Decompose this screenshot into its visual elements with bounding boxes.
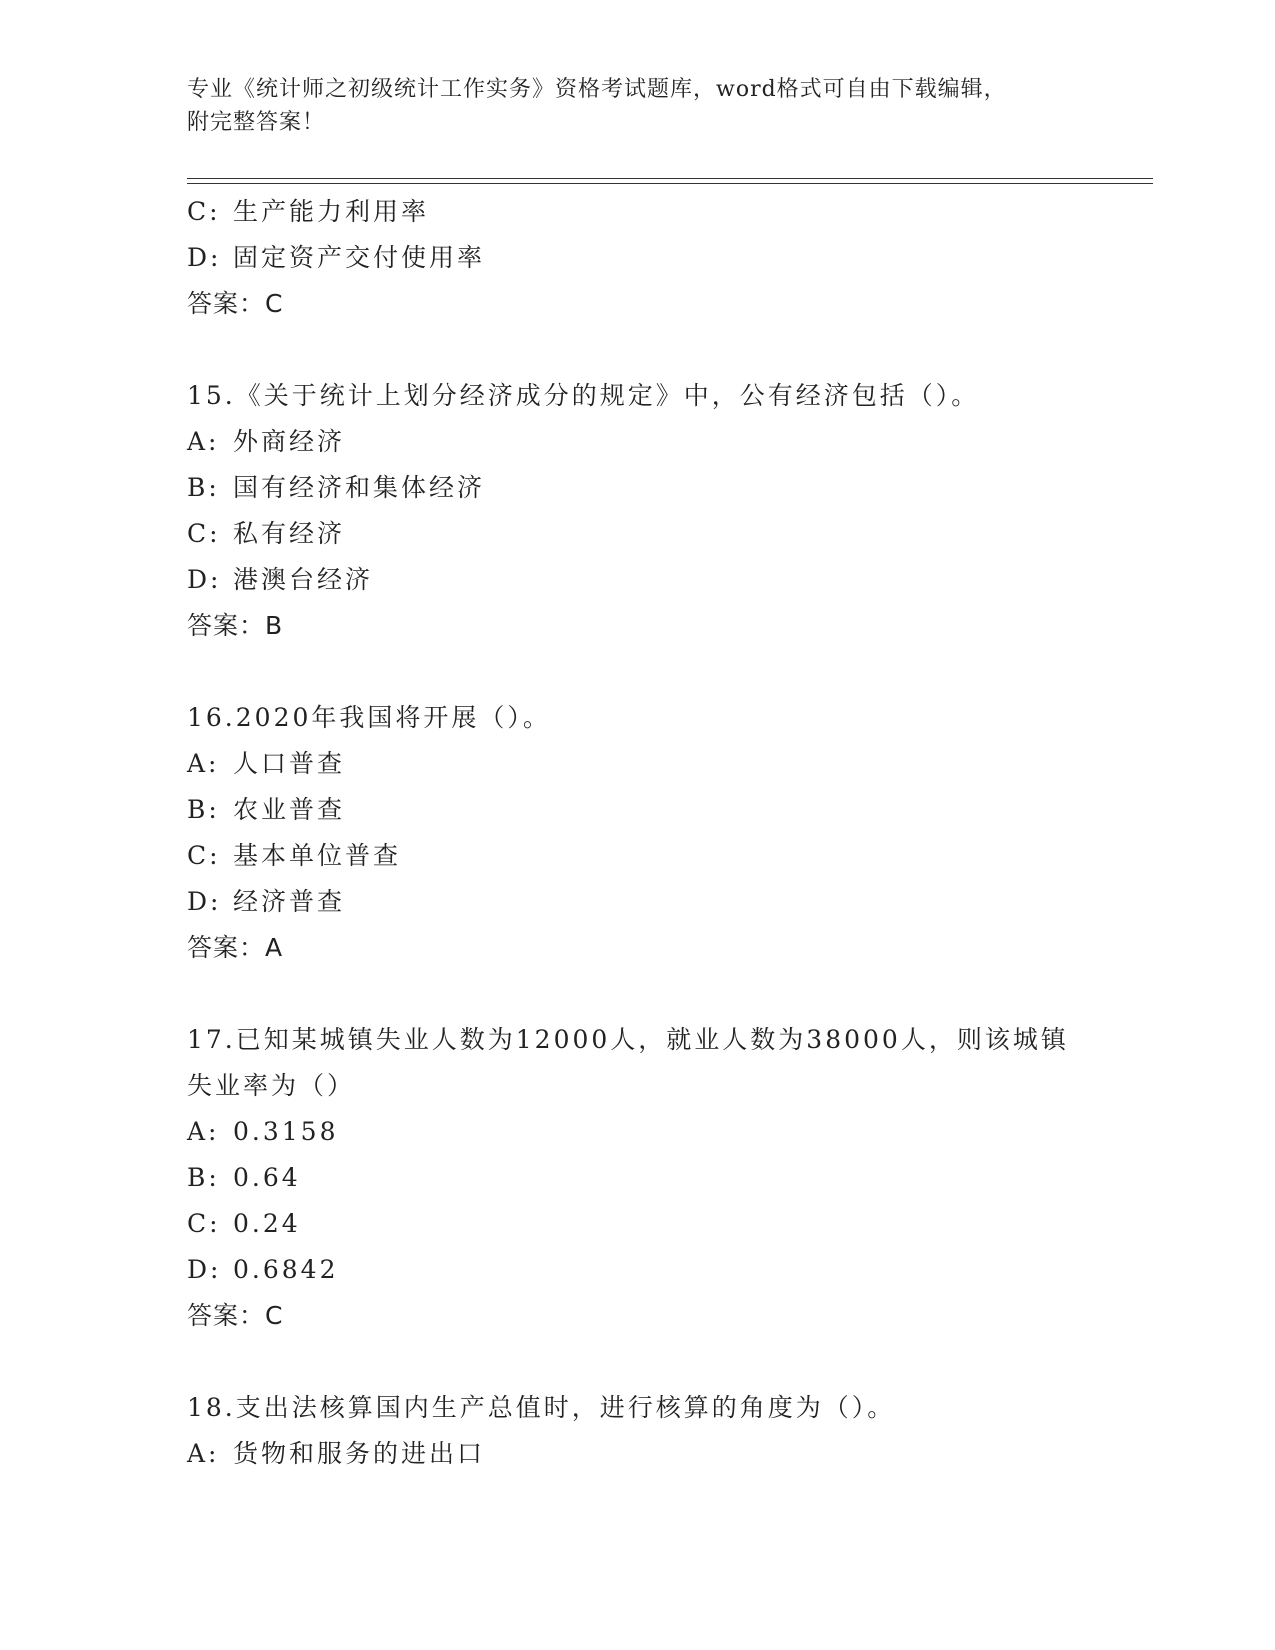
option-b (187, 465, 1087, 511)
option-letter: C: (187, 197, 221, 226)
option-d (187, 1247, 1087, 1293)
question-block-17 (187, 1017, 1087, 1339)
option-letter: D: (187, 887, 222, 916)
option-letter: D: (187, 565, 222, 594)
spacer (187, 327, 1087, 373)
option-letter: D: (187, 243, 222, 272)
option-letter: A: (187, 1117, 220, 1146)
spacer (187, 649, 1087, 695)
option-letter: C: (187, 519, 221, 548)
option-text: 货物和服务的进出口 (233, 1439, 486, 1468)
option-d (187, 879, 1087, 925)
header-divider-bottom (187, 183, 1153, 184)
question-block-15 (187, 373, 1087, 649)
question-title-line-2: 失业率为（） (187, 1071, 356, 1100)
header-line-2: 附完整答案！ (187, 110, 326, 135)
spacer (187, 971, 1087, 1017)
option-text: 0.3158 (233, 1117, 339, 1146)
option-a (187, 1109, 1087, 1155)
option-d (187, 235, 1087, 281)
option-a (187, 1431, 1087, 1477)
option-c (187, 511, 1087, 557)
option-text: 固定资产交付使用率 (233, 243, 486, 272)
option-text: 私有经济 (233, 519, 346, 548)
option-d (187, 557, 1087, 603)
option-a (187, 419, 1087, 465)
option-c (187, 1201, 1087, 1247)
option-letter: A: (187, 749, 220, 778)
question-title: 18.支出法核算国内生产总值时，进行核算的角度为（）。 (187, 1393, 896, 1422)
option-letter: A: (187, 1439, 220, 1468)
header-line-1: 专业《统计师之初级统计工作实务》资格考试题库，word格式可自由下载编辑， (187, 77, 1007, 102)
option-letter: B: (187, 795, 220, 824)
option-letter: D: (187, 1255, 222, 1284)
option-letter: A: (187, 427, 220, 456)
option-text: 农业普查 (233, 795, 346, 824)
option-text: 经济普查 (233, 887, 346, 916)
question-title: 16.2020年我国将开展（）。 (187, 703, 551, 732)
answer-line: 答案：C (187, 1301, 284, 1330)
option-letter: C: (187, 1209, 221, 1238)
document-header (187, 73, 1087, 139)
option-text: 0.64 (233, 1163, 301, 1192)
header-divider-top (187, 178, 1153, 179)
question-title-line-1: 17.已知某城镇失业人数为12000人，就业人数为38000人，则该城镇 (187, 1025, 1069, 1054)
option-text: 基本单位普查 (233, 841, 402, 870)
option-text: 人口普查 (233, 749, 346, 778)
option-a (187, 741, 1087, 787)
spacer (187, 1339, 1087, 1385)
question-block-continued (187, 189, 1087, 327)
option-text: 0.6842 (233, 1255, 339, 1284)
answer-line: 答案：A (187, 933, 284, 962)
question-title: 15.《关于统计上划分经济成分的规定》中，公有经济包括（）。 (187, 381, 980, 410)
answer-line: 答案：B (187, 611, 284, 640)
option-text: 生产能力利用率 (233, 197, 430, 226)
option-letter: B: (187, 1163, 220, 1192)
option-b (187, 787, 1087, 833)
question-block-18 (187, 1385, 1087, 1477)
question-list (187, 189, 1087, 1477)
option-text: 港澳台经济 (233, 565, 374, 594)
option-c (187, 833, 1087, 879)
option-text: 外商经济 (233, 427, 346, 456)
option-letter: B: (187, 473, 220, 502)
option-letter: C: (187, 841, 221, 870)
answer-line: 答案：C (187, 289, 284, 318)
option-c (187, 189, 1087, 235)
question-block-16 (187, 695, 1087, 971)
option-text: 国有经济和集体经济 (233, 473, 486, 502)
option-text: 0.24 (233, 1209, 301, 1238)
option-b (187, 1155, 1087, 1201)
